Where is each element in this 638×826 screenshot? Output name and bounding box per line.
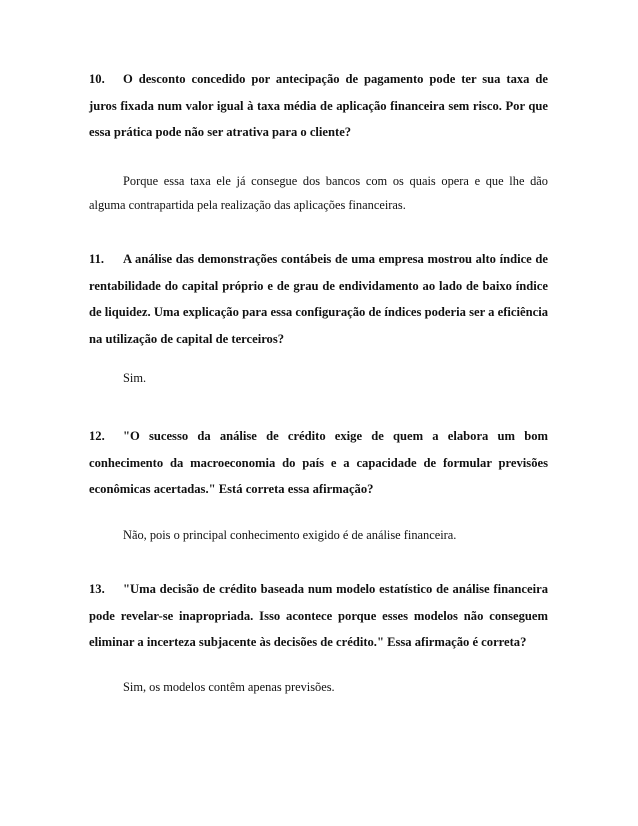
answer-12 xyxy=(89,523,548,547)
question-text xyxy=(89,423,548,503)
question-body: O desconto concedido por antecipação de pagamento pode ter sua taxa de juros fixada num valor igual à taxa média de aplicação financeira sem risco. Por que essa prática pode não ser atrativa para o cliente? xyxy=(89,72,548,139)
question-number: 13. xyxy=(89,582,105,596)
answer-10 xyxy=(89,169,548,217)
question-text xyxy=(89,66,548,146)
question-number: 12. xyxy=(89,429,105,443)
answer-13 xyxy=(89,675,548,699)
question-11 xyxy=(89,246,548,352)
answer-text: Sim, os modelos contêm apenas previsões. xyxy=(123,680,335,694)
question-text xyxy=(89,246,548,352)
answer-text: Sim. xyxy=(123,371,147,385)
question-body: "Uma decisão de crédito baseada num modelo estatístico de análise financeira pode revelar-se inapropriada. Isso acontece porque esses modelos não conseguem eliminar a incerteza subjacente às decisões de crédito." Essa afirmação é correta? xyxy=(89,582,548,649)
answer-text: Porque essa taxa ele já consegue dos bancos com os quais opera e que lhe dão alguma contrapartida pela realização das aplicações financeiras. xyxy=(89,174,548,212)
answer-11 xyxy=(89,366,548,390)
question-body: "O sucesso da análise de crédito exige de quem a elabora um bom conhecimento da macroeconomia do país e a capacidade de formular previsões econômicas acertadas." Está correta essa afirmação? xyxy=(89,429,548,496)
answer-text: Não, pois o principal conhecimento exigido é de análise financeira. xyxy=(123,528,457,542)
question-10 xyxy=(89,66,548,146)
question-text xyxy=(89,576,548,656)
question-number: 10. xyxy=(89,72,105,86)
question-13 xyxy=(89,576,548,656)
question-12 xyxy=(89,423,548,503)
question-body: A análise das demonstrações contábeis de uma empresa mostrou alto índice de rentabilidade do capital próprio e de grau de endividamento ao lado de baixo índice de liquidez. Uma explicação para essa configuração de índices poderia ser a eficiência na utilização de capital de terceiros? xyxy=(89,252,548,346)
question-number: 11. xyxy=(89,252,105,266)
